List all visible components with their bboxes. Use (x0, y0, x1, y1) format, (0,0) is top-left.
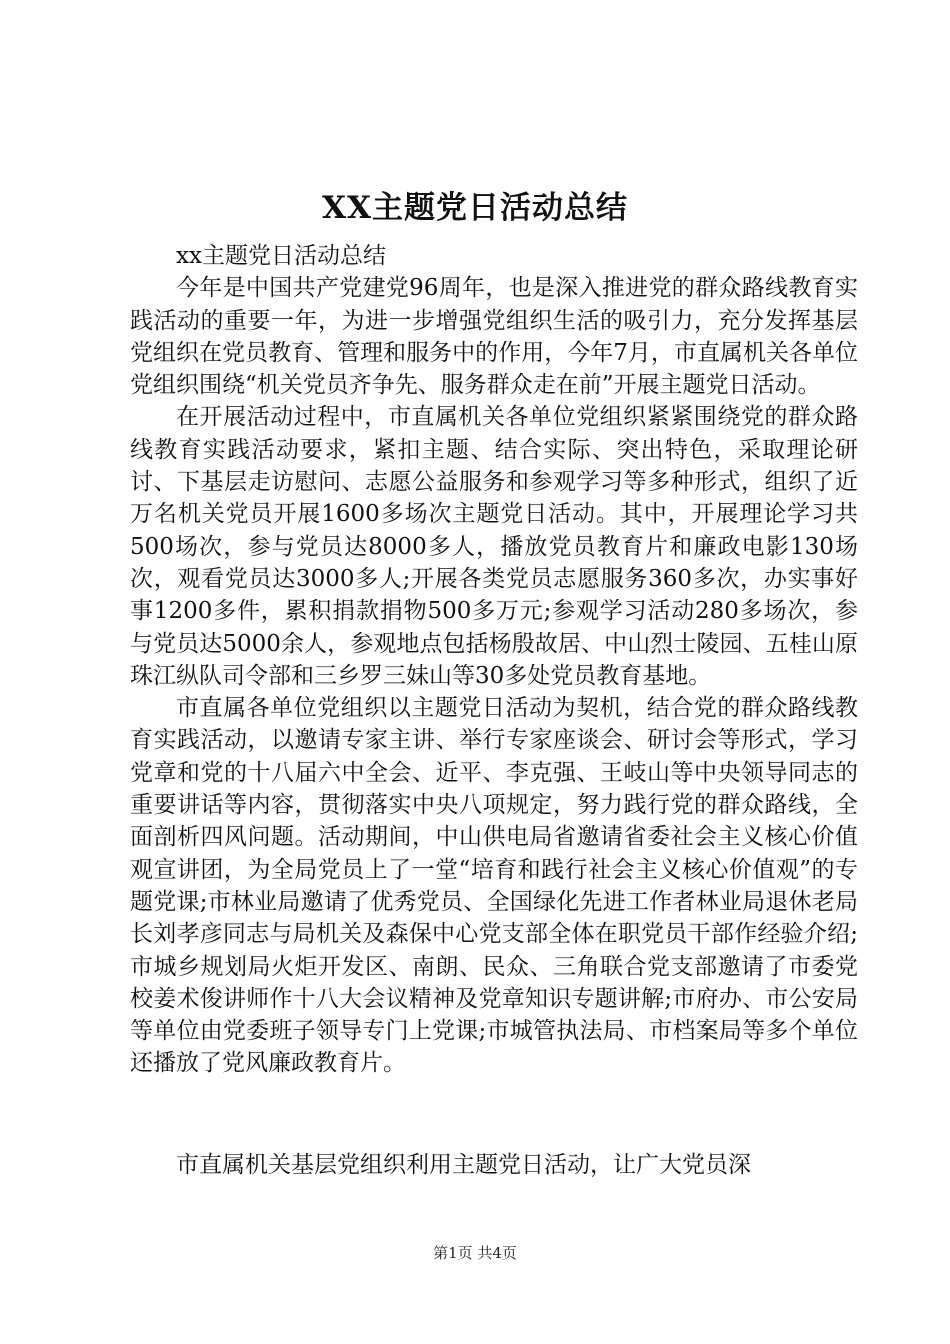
page-number-footer: 第1页 共4页 (433, 1244, 517, 1262)
paragraph-intro: 今年是中国共产党建党96周年，也是深入推进党的群众路线教育实践活动的重要一年，为进一步增强党组织生活的吸引力，充分发挥基层党组织在党员教育、管理和服务中的作用，今年7月，市直属机关各单位党组织围绕“机关党员齐争先、服务群众走在前”开展主题党日活动。 (130, 275, 858, 399)
document-body (130, 240, 858, 1080)
document-title: XX主题党日活动总结 (321, 190, 629, 226)
paragraph-continued: 市直属机关基层党组织利用主题党日活动，让广大党员深 (176, 1152, 751, 1178)
document-subtitle: xx主题党日活动总结 (176, 243, 386, 269)
paragraph-study: 市直属各单位党组织以主题党日活动为契机，结合党的群众路线教育实践活动，以邀请专家主讲、举行专家座谈会、研讨会等形式，学习党章和党的十八届六中全会、近平、李克强、王岐山等中央领导同志的重要讲话等内容，贯彻落实中央八项规定，努力践行党的群众路线，全面剖析四风问题。活动期间，中山供电局省邀请省委社会主义核心价值观宣讲团，为全局党员上了一堂“培育和践行社会主义核心价值观”的专题党课;市林业局邀请了优秀党员、全国绿化先进工作者林业局退休老局长刘孝彦同志与局机关及森保中心党支部全体在职党员干部作经验介绍;市城乡规划局火炬开发区、南朗、民众、三角联合党支部邀请了市委党校姜术俊讲师作十八大会议精神及党章知识专题讲解;市府办、市公安局等单位由党委班子领导专门上党课;市城管执法局、市档案局等多个单位还播放了党风廉政教育片。 (130, 695, 858, 1077)
paragraph-activities: 在开展活动过程中，市直属机关各单位党组织紧紧围绕党的群众路线教育实践活动要求，紧扣主题、结合实际、突出特色，采取理论研讨、下基层走访慰问、志愿公益服务和参观学习等多种形式，组织了近万名机关党员开展1600多场次主题党日活动。其中，开展理论学习共500场次，参与党员达8000多人，播放党员教育片和廉政电影130场次，观看党员达3000多人;开展各类党员志愿服务360多次，办实事好事1200多件，累积捐款捐物500多万元;参观学习活动280多场次，参与党员达5000余人，参观地点包括杨殷故居、中山烈士陵园、五桂山原珠江纵队司令部和三乡罗三妹山等30多处党员教育基地。 (130, 404, 858, 689)
